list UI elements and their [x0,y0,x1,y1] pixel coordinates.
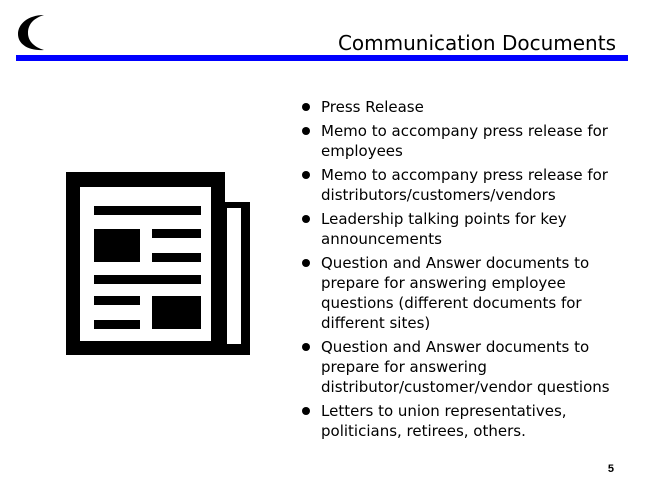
bullet-list [298,97,618,445]
bullet-dot [302,127,310,135]
newspaper-icon [66,172,250,355]
bullet-dot [302,343,310,351]
list-item [298,121,618,161]
bullet-dot [302,259,310,267]
bullet-text: Press Release [321,98,424,116]
page-number: 5 [607,463,614,475]
crescent-moon-icon [14,12,48,52]
slide-title: Communication Documents [337,31,616,55]
bullet-text: Question and Answer documents to prepare for answering distributor/customer/vendor questions [321,338,610,396]
bullet-text: Question and Answer documents to prepare for answering employee questions (different documents for different sites) [321,254,590,332]
list-item [298,401,618,441]
bullet-dot [302,215,310,223]
bullet-dot [302,103,310,111]
bullet-text: Letters to union representatives, politicians, retirees, others. [321,402,567,440]
bullet-text: Memo to accompany press release for distributors/customers/vendors [321,166,608,204]
bullet-dot [302,407,310,415]
list-item [298,165,618,205]
list-item [298,337,618,397]
list-item [298,97,618,117]
bullet-text: Memo to accompany press release for employees [321,122,608,160]
title-divider [16,55,628,61]
bullet-text: Leadership talking points for key announcements [321,210,567,248]
bullet-dot [302,171,310,179]
list-item [298,209,618,249]
list-item [298,253,618,333]
